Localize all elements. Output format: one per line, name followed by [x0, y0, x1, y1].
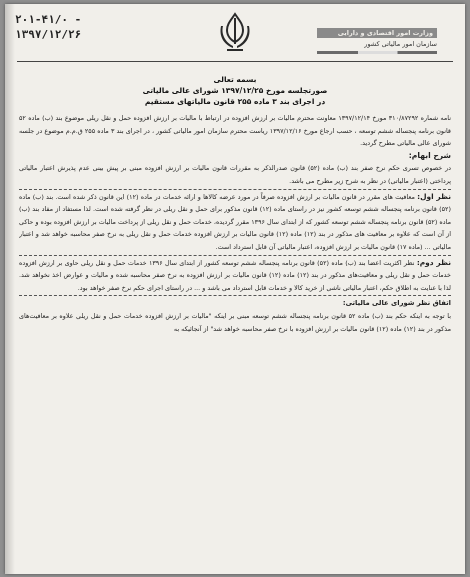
- letter-number: ۲۰۱-۴۱/۰ -: [15, 13, 82, 26]
- scanned-document: [5, 4, 465, 574]
- header-divider: [17, 61, 453, 62]
- flag-stripe: [317, 51, 437, 54]
- title-line-1: صورتجلسه مورخ ۱۳۹۷/۱۲/۲۵ شورای عالی مالیاتی: [142, 86, 328, 95]
- intro-paragraph: نامه شماره ۳۱۰/۸۷۲۹۲ مورخ ۱۳۹۷/۱۲/۱۴ معاونت محترم مالیات بر ارزش افزوده در ارتباط با مالیات بر ارزش افزوده حمل و نقل ریلی موضوع بند (ب) ماده ۵۲ قانون برنامه پنجساله ششم توسعه ، حسب ارجاع مورخ ۱۳۹۷/۱۲/۱۶ ریاست محترم سازمان امور مالیاتی کشور ، در اجرای بند ۳ ماده ۲۵۵ ق.م.م موضوع در جلسه شورای عالی مالیاتی مطرح گردید.: [19, 114, 451, 148]
- subject-heading: شرح ابهام:: [408, 150, 451, 160]
- opinion-1-label: نظر اول:: [417, 191, 451, 201]
- ministry-header: [317, 28, 437, 56]
- section-divider: [19, 295, 451, 296]
- opinion-2-label: نظر دوم:: [416, 257, 451, 267]
- organization-name: سازمان امور مالیاتی کشور: [364, 40, 437, 48]
- section-divider: [19, 189, 451, 190]
- section-divider: [19, 255, 451, 256]
- ministry-name: وزارت امور اقتصادی و دارایی: [317, 28, 437, 38]
- document-title: [5, 74, 465, 107]
- bismillah: بسمه تعالی: [213, 75, 257, 84]
- title-line-2: در اجرای بند ۳ ماده ۲۵۵ قانون مالیاتهای مستقیم: [144, 97, 326, 106]
- opinion-2-paragraph: [19, 257, 451, 295]
- opinion-1-paragraph: [19, 191, 451, 254]
- iran-emblem-icon: [217, 12, 253, 56]
- opinion-2-text: نظر اکثریت اعضا بند (ب) ماده (۵۲) قانون برنامه پنجساله ششم توسعه کشور از ابتدای سال ۱۳۹۶ خدمات حمل و نقل ریلی حاوی بر ارزش افزوده خدمات حمل و نقل ریلی و معافیت‌های مذکور در بند (۱۲) ماده (۱۲) قانون مالیات بر ارزش افزوده به نرخ صفر محاسبه شده و مالیات و عوارض اخذ نخواهد شد. لذا با عنایت به اطلاق حکم، اعتبار مالیاتی ناشی از خرید کالا و خدمات قابل استرداد می باشد و ... در راستای اجرای حکم نرخ صفر خواهد بود.: [19, 258, 451, 292]
- decision-paragraph: با توجه به اینکه حکم بند (ب) ماده ۵۲ قانون برنامه پنجساله ششم توسعه مبنی بر اینکه "مالیات بر ارزش افزوده خدمات حمل و نقل ریلی علاوه بر معافیت‌های مذکور در بند (۱۲) ماده (۱۲) قانون مالیات بر ارزش افزوده با نرخ صفر محاسبه خواهد شد" از آنجائیکه به: [19, 311, 451, 333]
- letter-number-block: [15, 12, 115, 42]
- decision-heading: اتفاق نظر شورای عالی مالیاتی:: [342, 299, 451, 308]
- letter-date: ۱۳۹۷/۱۲/۲۶: [15, 28, 82, 41]
- document-body: [19, 112, 451, 568]
- opinion-1-text: معافیت های مقرر در قانون مالیات بر ارزش افزوده صرفاً در مورد عرضه کالاها و ارائه خدمات در ماده (۱۲) این قانون ذکر شده است. بند (ب) ماده (۵۲) قانون برنامه پنجساله ششم توسعه کشور نیز در راستای ماده (۱۲) قانون مذکور برای حمل و نقل ریلی در نظر گرفته شده است. لذا مستفاد از مفاد بند (ب) ماده (۵۲) قانون برنامه پنجساله ششم توسعه کشور که از ابتدای سال ۱۳۹۶ مقرر گردیده، خدمات حمل و نقل ریلی از پرداخت مالیات بر ارزش افزوده بوده و حاکی از آن است که علاوه بر معافیت های مذکور در بند (۱۲) ماده (۱۲) قانون مالیات بر ارزش افزوده خدمات حمل و نقل ریلی به نرخ صفر محاسبه خواهد شد و اعتبار مالیاتی ... (ماده ۱۷) قانون مالیات بر ارزش افزوده، اعتبار مالیاتی آن قابل استرداد است.: [19, 192, 451, 251]
- subject-paragraph: در خصوص تسری حکم نرخ صفر بند (ب) ماده (۵۲) قانون صدرالذکر به مقررات قانون مالیات بر ارزش افزوده مبنی بر پیش بینی عدم پذیرش اعتبار مالیاتی پرداختی (اعتبار مالیاتی) در نظر به شرح زیر مطرح می باشد.: [19, 164, 451, 185]
